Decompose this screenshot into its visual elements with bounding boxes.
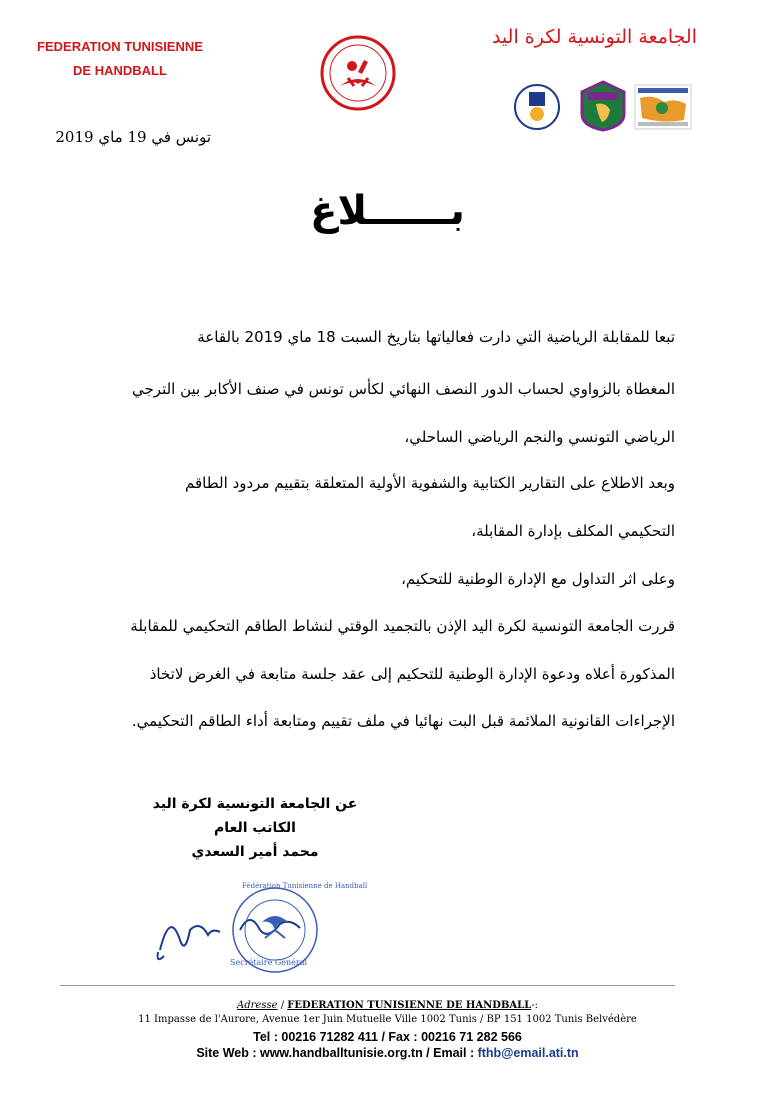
body-line-5: التحكيمي المكلف بإدارة المقابلة، — [471, 522, 675, 540]
signature-org: عن الجامعة التونسية لكرة اليد — [152, 796, 358, 812]
federation-name-fr — [0, 38, 240, 80]
body-line-4: وبعد الاطلاع على التقارير الكتابية والشفوية الأولية المتعلقة بتقييم مردود الطاقم — [185, 474, 675, 492]
document-title: بــــــلاغ — [310, 188, 465, 234]
footer-address-org: FEDERATION TUNISIENNE DE HANDBALL — [287, 1000, 532, 1011]
footer-address-heading: Adresse / FEDERATION TUNISIENNE DE HANDBALL-: — [237, 1000, 538, 1011]
federation-name-ar: الجامعة التونسية لكرة اليد — [491, 26, 697, 48]
stamp-text: Fédération Tunisienne de Handball — [242, 882, 368, 890]
footer-email-link[interactable]: fthb@email.ati.tn — [477, 1046, 579, 1060]
body-line-1: تبعا للمقابلة الرياضية التي دارت فعالياتها بتاريخ السبت 18 ماي 2019 بالقاعة — [197, 328, 675, 346]
body-line-6: وعلى اثر التداول مع الإدارة الوطنية للتحكيم، — [401, 570, 675, 588]
footer-site-label: Site Web : www.handballtunisie.org.tn / Email : — [196, 1046, 478, 1060]
signature-block — [150, 796, 360, 860]
stamp-subtitle: Secrétaire Général — [230, 958, 308, 967]
document-date: تونس في 19 ماي 2019 — [55, 128, 211, 146]
footer-tel-fax: Tel : 00216 71282 411 / Fax : 00216 71 282 566 — [253, 1030, 522, 1044]
footer-address-label: Adresse — [237, 1000, 278, 1011]
body-line-8: المذكورة أعلاه ودعوة الإدارة الوطنية للتحكيم إلى عقد جلسة متابعة في الغرض لاتخاذ — [149, 665, 675, 683]
federation-name-fr-line1: FEDERATION TUNISIENNE — [37, 39, 203, 54]
african-confederation-logo-icon — [578, 80, 628, 132]
body-line-9: الإجراءات القانونية الملائمة قبل البت نهائيا في ملف تقييم ومتابعة أداء الطاقم التحكيمي. — [131, 712, 675, 730]
federation-logo — [318, 28, 398, 118]
body-line-2: المغطاة بالزواوي لحساب الدور النصف النهائي لكأس تونس في صنف الأكابر بين الترجي — [132, 380, 675, 398]
signature-and-stamp — [150, 880, 368, 980]
footer-address-line: 11 Impasse de l'Aurore, Avenue 1er Juin Mutuelle Ville 1002 Tunis / BP 151 1002 Tunis Belvédère — [138, 1014, 637, 1025]
federation-name-fr-line2: DE HANDBALL — [73, 63, 167, 78]
signature-role: الكاتب العام — [214, 820, 296, 836]
signature-name: محمد أمير السعدي — [191, 844, 319, 860]
body-line-3: الرياضي التونسي والنجم الرياضي الساحلي، — [404, 428, 675, 446]
footer-web-email — [0, 1046, 775, 1060]
footer-divider — [60, 985, 675, 986]
arab-handball-logo-icon — [634, 84, 692, 130]
body-line-7: قررت الجامعة التونسية لكرة اليد الإذن بالتجميد الوقتي لنشاط الطاقم التحكيمي للمقابلة — [130, 617, 675, 635]
ihf-logo-icon — [512, 82, 562, 132]
